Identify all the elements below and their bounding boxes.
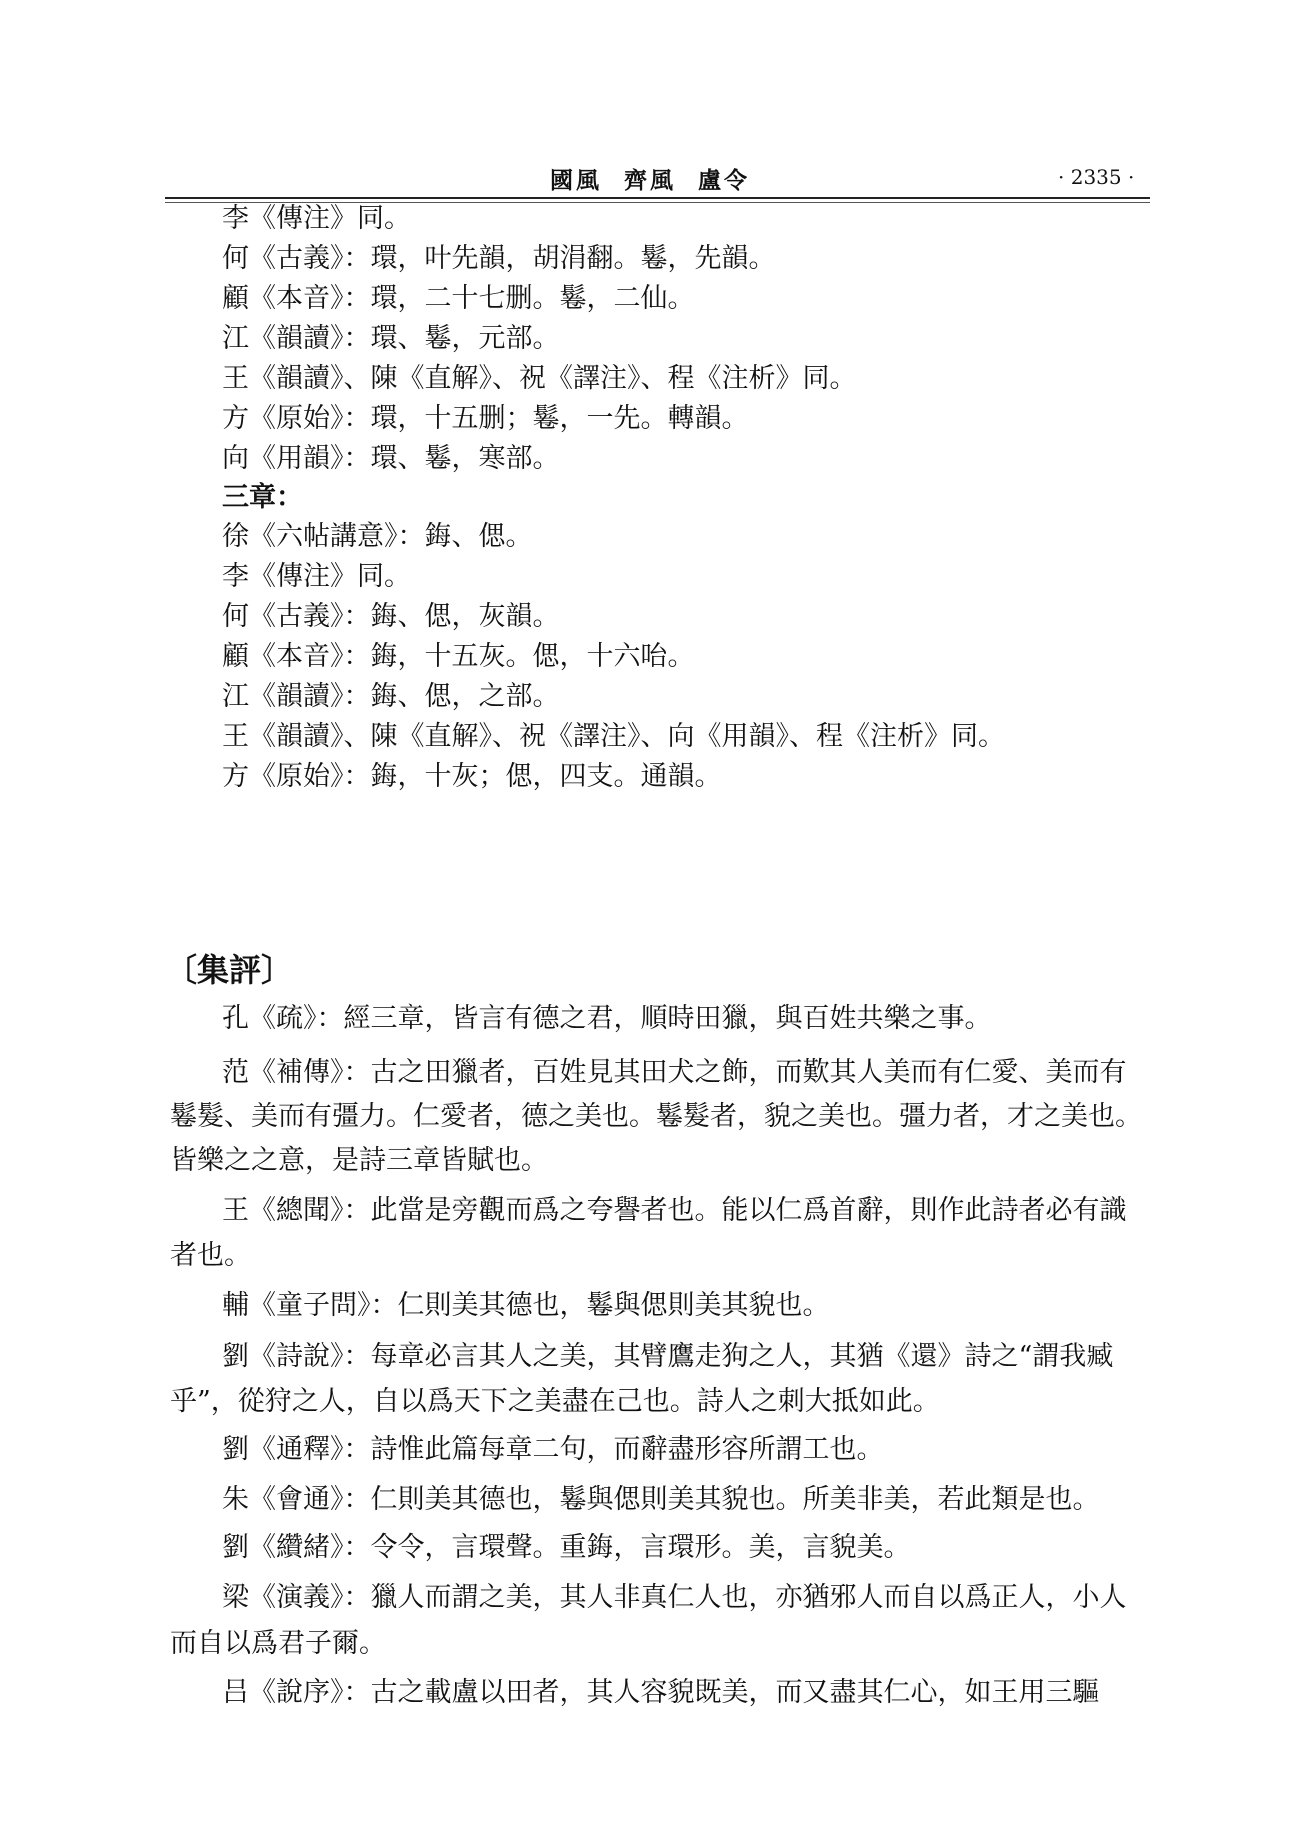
chapter3-heading: 三章： [222, 482, 303, 513]
running-title-part: 齊風 [624, 167, 676, 194]
chapter3-line: 顧《本音》：鋂，十五灰。偲，十六咍。 [222, 641, 695, 672]
rhyme-note-line: 李《傳注》同。 [222, 203, 411, 234]
chapter3-line: 王《韻讀》、陳《直解》、祝《譯注》、向《用韻》、程《注析》同。 [222, 721, 1005, 752]
commentary-line: 朱《會通》：仁則美其德也，鬈與偲則美其貌也。所美非美，若此類是也。 [222, 1484, 1100, 1515]
rhyme-note-line: 何《古義》：環，叶先韻，胡涓翻。鬈，先韻。 [222, 243, 776, 274]
commentary-line: 輔《童子問》：仁則美其德也，鬈與偲則美其貌也。 [222, 1290, 830, 1321]
commentary-line: 皆樂之之意，是詩三章皆賦也。 [170, 1145, 548, 1176]
commentary-line: 范《補傳》：古之田獵者，百姓見其田犬之飾，而歎其人美而有仁愛、美而有 [222, 1057, 1127, 1088]
chapter3-line: 何《古義》：鋂、偲，灰韻。 [222, 601, 560, 632]
chapter3-line: 徐《六帖講意》：鋂、偲。 [222, 521, 533, 552]
header-rule [165, 197, 1150, 199]
commentary-heading: 〔集評〕 [165, 951, 294, 989]
rhyme-note-line: 王《韻讀》、陳《直解》、祝《譯注》、程《注析》同。 [222, 363, 857, 394]
rhyme-note-line: 江《韻讀》：環、鬈，元部。 [222, 323, 560, 354]
commentary-line: 者也。 [170, 1240, 251, 1271]
commentary-line: 劉《纘緒》：令令，言環聲。重鋂，言環形。美，言貌美。 [222, 1532, 911, 1563]
commentary-line: 劉《通釋》：詩惟此篇每章二句，而辭盡形容所謂工也。 [222, 1434, 884, 1465]
commentary-line: 王《總聞》：此當是旁觀而爲之夸譽者也。能以仁爲首辭，則作此詩者必有識 [222, 1195, 1127, 1226]
chapter3-line: 李《傳注》同。 [222, 561, 411, 592]
rhyme-note-line: 向《用韻》：環、鬈，寒部。 [222, 443, 560, 474]
commentary-line: 孔《疏》：經三章，皆言有德之君，順時田獵，與百姓共樂之事。 [222, 1003, 992, 1034]
commentary-line: 而自以爲君子爾。 [170, 1628, 386, 1659]
running-title-part: 盧令 [698, 167, 750, 194]
running-title-part: 國風 [550, 167, 602, 194]
rhyme-note-line: 顧《本音》：環，二十七删。鬈，二仙。 [222, 283, 695, 314]
rhyme-note-line: 方《原始》：環，十五删；鬈，一先。轉韻。 [222, 403, 749, 434]
chapter3-line: 江《韻讀》：鋂、偲，之部。 [222, 681, 560, 712]
commentary-line: 鬈髮、美而有彊力。仁愛者，德之美也。鬈髮者，貌之美也。彊力者，才之美也。 [170, 1101, 1142, 1132]
commentary-line: 劉《詩說》：每章必言其人之美，其臂鷹走狗之人，其猶《還》詩之“謂我臧 [222, 1341, 1114, 1372]
commentary-line: 吕《說序》：古之載盧以田者，其人容貌既美，而又盡其仁心，如王用三驅 [222, 1677, 1100, 1708]
commentary-line: 梁《演義》：獵人而謂之美，其人非真仁人也，亦猶邪人而自以爲正人，小人 [222, 1582, 1127, 1613]
commentary-line: 乎”，從狩之人，自以爲天下之美盡在己也。詩人之刺大抵如此。 [170, 1386, 940, 1417]
chapter3-line: 方《原始》：鋂，十灰；偲，四支。通韻。 [222, 761, 722, 792]
page-number: · 2335 · [1058, 165, 1135, 189]
running-title [550, 162, 750, 195]
